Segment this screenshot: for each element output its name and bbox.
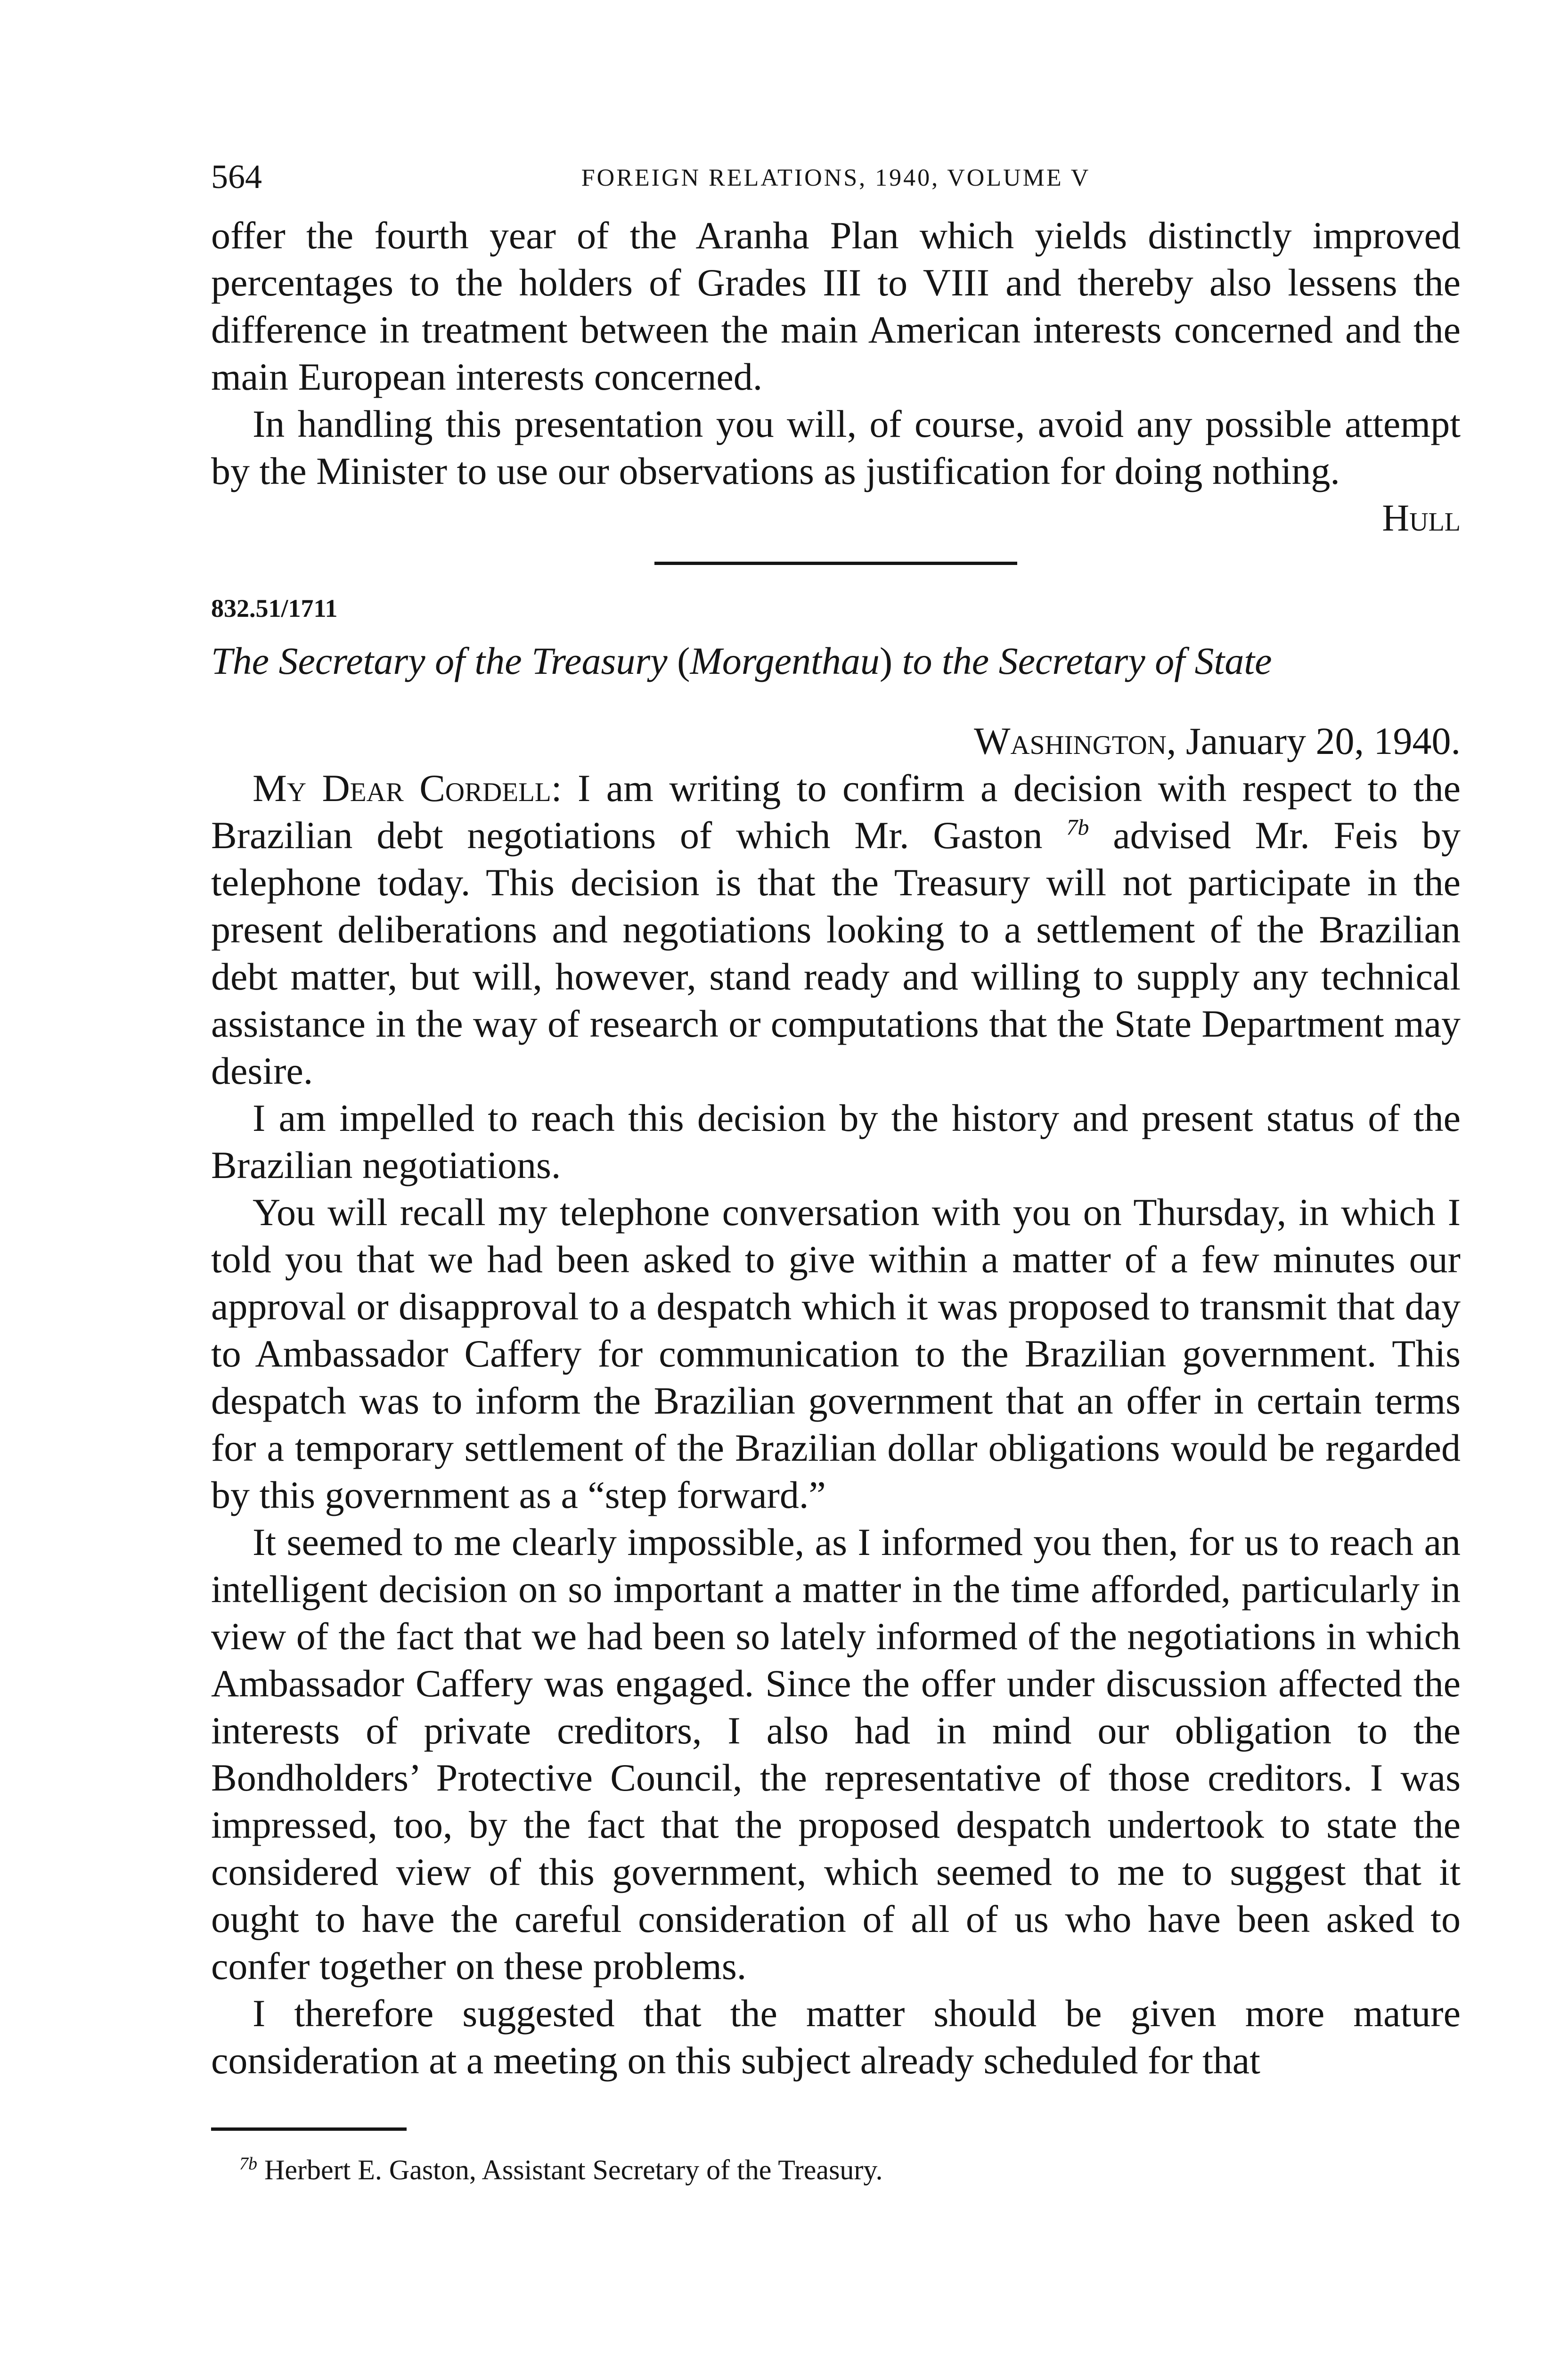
footnote-text: Herbert E. Gaston, Assistant Secretary of the Treasury.: [257, 2154, 883, 2185]
footnote-divider: [211, 2127, 407, 2131]
footnote-marker: 7b: [239, 2154, 257, 2174]
section-divider: [654, 562, 1017, 565]
letter-paragraph-2: I am impelled to reach this decision by the history and present status of the Brazilian negotiations.: [211, 1096, 1461, 1186]
letter-paragraph-5: I therefore suggested that the matter should be given more mature consideration at a meeting on this subject already scheduled for that: [211, 1992, 1461, 2082]
title-part-1: The Secretary of the Treasury: [211, 639, 678, 682]
continued-paragraph: offer the fourth year of the Aranha Plan which yields distinctly improved percentages to the holders of Grades III to VIII and thereby also lessens the difference in treatment between the main American interests concerned and the main European interests concerned.: [211, 214, 1461, 398]
document-page: [211, 155, 1461, 2189]
footnote: [211, 2151, 1461, 2189]
signature-hull: Hull: [1382, 498, 1461, 539]
running-title: FOREIGN RELATIONS, 1940, VOLUME V: [581, 164, 1091, 191]
footnote-reference: 7b: [1066, 815, 1089, 840]
salutation: My Dear Cordell:: [253, 767, 562, 810]
page-header: [211, 155, 1461, 212]
letter-paragraph-3: You will recall my telephone conversation with you on Thursday, in which I told you that we had been asked to give within a matter of a few minutes our approval or disapproval to a despatch which it was proposed to transmit that day to Ambassador Caffery for communication to the Brazilian government. This despatch was to inform the Brazilian government that an offer in certain terms for a temporary settlement of the Brazilian dollar obligations would be regarded by this government as a “step forward.”: [211, 1191, 1461, 1516]
paragraph-1-end: advised Mr. Feis by telephone today. This decision is that the Treasury will not participate in the present deliberations and negotiations looking to a settlement of the Brazilian debt matter, but will, however, stand ready and willing to supply any technical assistance in the way of research or computations that the State Department may desire.: [211, 814, 1461, 1092]
title-open-paren: (: [677, 639, 690, 682]
page-number: 564: [211, 158, 262, 196]
paragraph-1-start: I am writing to confirm a decision with respect to the Brazilian debt negotiations of which Mr. Gaston: [211, 767, 1461, 857]
dateline: [211, 718, 1461, 765]
title-name: Morgenthau: [690, 639, 880, 682]
instruction-paragraph: In handling this presentation you will, of course, avoid any possible attempt by the Minister to use our observations as justification for doing nothing.: [211, 402, 1461, 492]
file-number: 832.51/1711: [211, 594, 338, 622]
letter-paragraph-1: [211, 765, 1461, 1095]
letter-paragraph-4: It seemed to me clearly impossible, as I informed you then, for us to reach an intelligent decision on so important a matter in the time afforded, particularly in view of the fact that we had been so lately informed of the negotiations in which Ambassador Caffery was engaged. Since the offer under discussion affected the interests of private creditors, I also had in mind our obligation to the Bondholders’ Protective Council, the representative of those creditors. I was impressed, too, by the fact that the proposed despatch undertook to state the considered view of this government, which seemed to me to suggest that it ought to have the careful consideration of all of us who have been asked to confer together on these problems.: [211, 1521, 1461, 1988]
title-close-paren: ): [879, 639, 893, 682]
dateline-date: January 20, 1940.: [1176, 720, 1461, 762]
dateline-place: Washington,: [974, 720, 1176, 762]
document-title: [211, 638, 1461, 685]
title-part-2: to the Secretary of State: [892, 639, 1272, 682]
